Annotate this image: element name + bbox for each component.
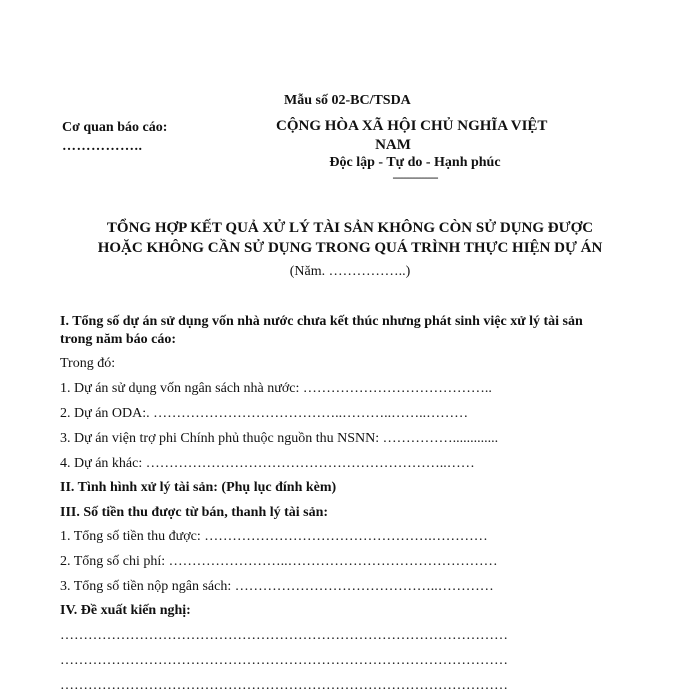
motto-rule: --------------- — [392, 170, 438, 184]
form-code: Mẫu số 02-BC/TSDA — [284, 93, 411, 108]
section3-item: 3. Tổng số tiền nộp ngân sách: ……………………………………..………… — [60, 579, 494, 594]
section1-heading-line2: trong năm báo cáo: — [60, 332, 177, 347]
section1-item: 4. Dự án khác: ………………………………………………………..…… — [60, 456, 475, 471]
nation-name-line1: CỘNG HÒA XÃ HỘI CHỦ NGHĨA VIỆT — [276, 118, 548, 134]
section1-item: 2. Dự án ODA:. …………………………………..………..……..……… — [60, 406, 469, 421]
section3-heading: III. Số tiền thu được từ bán, thanh lý tài sản: — [60, 505, 329, 520]
section3-item: 1. Tổng số tiền thu được: ………………………………………….………… — [60, 529, 488, 544]
section1-item: 3. Dự án viện trợ phi Chính phủ thuộc nguồn thu NSNN: ……………............. — [60, 431, 499, 446]
section4-blank-line: …………………………………………………………………………………… — [60, 653, 508, 668]
section2-heading: II. Tình hình xử lý tài sản: (Phụ lục đính kèm) — [60, 480, 337, 495]
agency-label: Cơ quan báo cáo: — [62, 120, 168, 135]
section3-item: 2. Tổng số chi phí: ……………………..……………………………………… — [60, 554, 498, 569]
section1-heading-line1: I. Tổng số dự án sử dụng vốn nhà nước chưa kết thúc nhưng phát sinh việc xử lý tài sản — [60, 314, 583, 329]
document-title-line2: HOẶC KHÔNG CẦN SỬ DỤNG TRONG QUÁ TRÌNH THỰC HIỆN DỰ ÁN — [97, 240, 603, 256]
document-title-line1: TỔNG HỢP KẾT QUẢ XỬ LÝ TÀI SẢN KHÔNG CÒN SỬ DỤNG ĐƯỢC — [106, 220, 594, 236]
section1-intro: Trong đó: — [60, 356, 116, 371]
section1-item: 1. Dự án sử dụng vốn ngân sách nhà nước: ………………………………….. — [60, 381, 492, 396]
agency-dots: …………….. — [62, 139, 143, 154]
section4-blank-line: …………………………………………………………………………………… — [60, 628, 508, 643]
nation-name-line2: NAM — [375, 137, 411, 153]
motto: Độc lập - Tự do - Hạnh phúc — [329, 155, 501, 170]
section4-heading: IV. Đề xuất kiến nghị: — [60, 603, 191, 618]
section4-blank-line: …………………………………………………………………………………… — [60, 678, 508, 693]
report-year: (Năm. ……………..) — [289, 264, 411, 279]
